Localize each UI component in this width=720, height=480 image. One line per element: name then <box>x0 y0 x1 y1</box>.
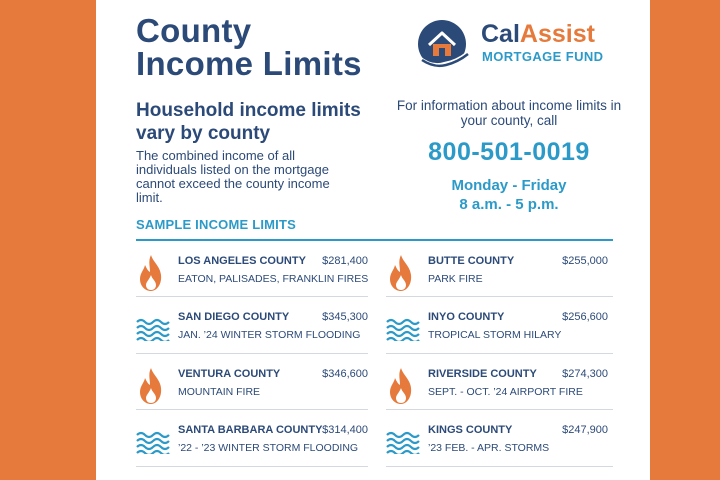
fire-icon <box>136 253 166 293</box>
county-limit-item <box>386 366 608 406</box>
disaster-name: JAN. ’24 WINTER STORM FLOODING <box>178 329 361 341</box>
intro-heading: Household income limits vary by county <box>136 100 361 144</box>
fire-icon <box>386 366 416 406</box>
row-divider <box>386 296 613 297</box>
fire-icon <box>386 253 416 293</box>
county-name: LOS ANGELES COUNTY <box>178 255 306 267</box>
row-divider <box>136 409 368 410</box>
disaster-name: TROPICAL STORM HILARY <box>428 329 562 341</box>
row-divider <box>136 353 368 354</box>
income-limit: $281,400 <box>322 255 368 267</box>
contact-phone[interactable]: 800-501-0019 <box>428 138 590 166</box>
contact-info: For information about income limits in your county, call <box>396 98 622 128</box>
income-limit: $346,600 <box>322 368 368 380</box>
county-limit-item <box>136 366 368 406</box>
brand-name <box>481 20 595 48</box>
county-limit-item <box>386 309 608 349</box>
county-name: SAN DIEGO COUNTY <box>178 311 290 323</box>
county-name: INYO COUNTY <box>428 311 505 323</box>
income-limit: $256,600 <box>562 311 608 323</box>
section-divider <box>136 239 613 241</box>
flood-icon <box>136 430 170 454</box>
county-name: SANTA BARBARA COUNTY <box>178 424 323 436</box>
row-divider <box>386 466 613 467</box>
contact-hours <box>396 176 622 214</box>
county-name: VENTURA COUNTY <box>178 368 281 380</box>
income-limit: $274,300 <box>562 368 608 380</box>
flood-icon <box>136 317 170 341</box>
flood-icon <box>386 430 420 454</box>
disaster-name: EATON, PALISADES, FRANKLIN FIRES <box>178 273 369 285</box>
disaster-name: ’22 - ’23 WINTER STORM FLOODING <box>178 442 359 454</box>
disaster-name: MOUNTAIN FIRE <box>178 386 261 398</box>
intro-body: The combined income of all individuals listed on the mortgage cannot exceed the county income limit. <box>136 148 330 205</box>
county-name: KINGS COUNTY <box>428 424 513 436</box>
county-limit-item <box>136 422 368 462</box>
income-limit: $345,300 <box>322 311 368 323</box>
row-divider <box>386 409 613 410</box>
fire-icon <box>136 366 166 406</box>
county-limit-item <box>386 253 608 293</box>
county-limit-item <box>136 253 368 293</box>
title-line-1: County <box>136 12 252 49</box>
disaster-name: PARK FIRE <box>428 273 483 285</box>
calassist-logo <box>414 18 624 74</box>
brand-cal: Cal <box>481 20 520 48</box>
brand-assist: Assist <box>519 20 595 48</box>
county-name: RIVERSIDE COUNTY <box>428 368 537 380</box>
county-limit-item <box>386 422 608 462</box>
row-divider <box>136 296 368 297</box>
row-divider <box>386 353 613 354</box>
contact-time: 8 a.m. - 5 p.m. <box>459 196 559 213</box>
county-name: BUTTE COUNTY <box>428 255 515 267</box>
disaster-name: SEPT. - OCT. ’24 AIRPORT FIRE <box>428 386 583 398</box>
page-title <box>136 14 362 80</box>
brand-subtitle: MORTGAGE FUND <box>482 49 604 64</box>
income-limit: $314,400 <box>322 424 368 436</box>
row-divider <box>136 466 368 467</box>
contact-days: Monday - Friday <box>451 177 567 194</box>
section-label: SAMPLE INCOME LIMITS <box>136 217 296 232</box>
flood-icon <box>386 317 420 341</box>
income-limit: $255,000 <box>562 255 608 267</box>
income-limit: $247,900 <box>562 424 608 436</box>
title-line-2: Income Limits <box>136 45 362 82</box>
county-limit-item <box>136 309 368 349</box>
disaster-name: ’23 FEB. - APR. STORMS <box>428 442 550 454</box>
flyer-page <box>96 0 650 480</box>
house-in-hands-icon <box>414 18 472 74</box>
